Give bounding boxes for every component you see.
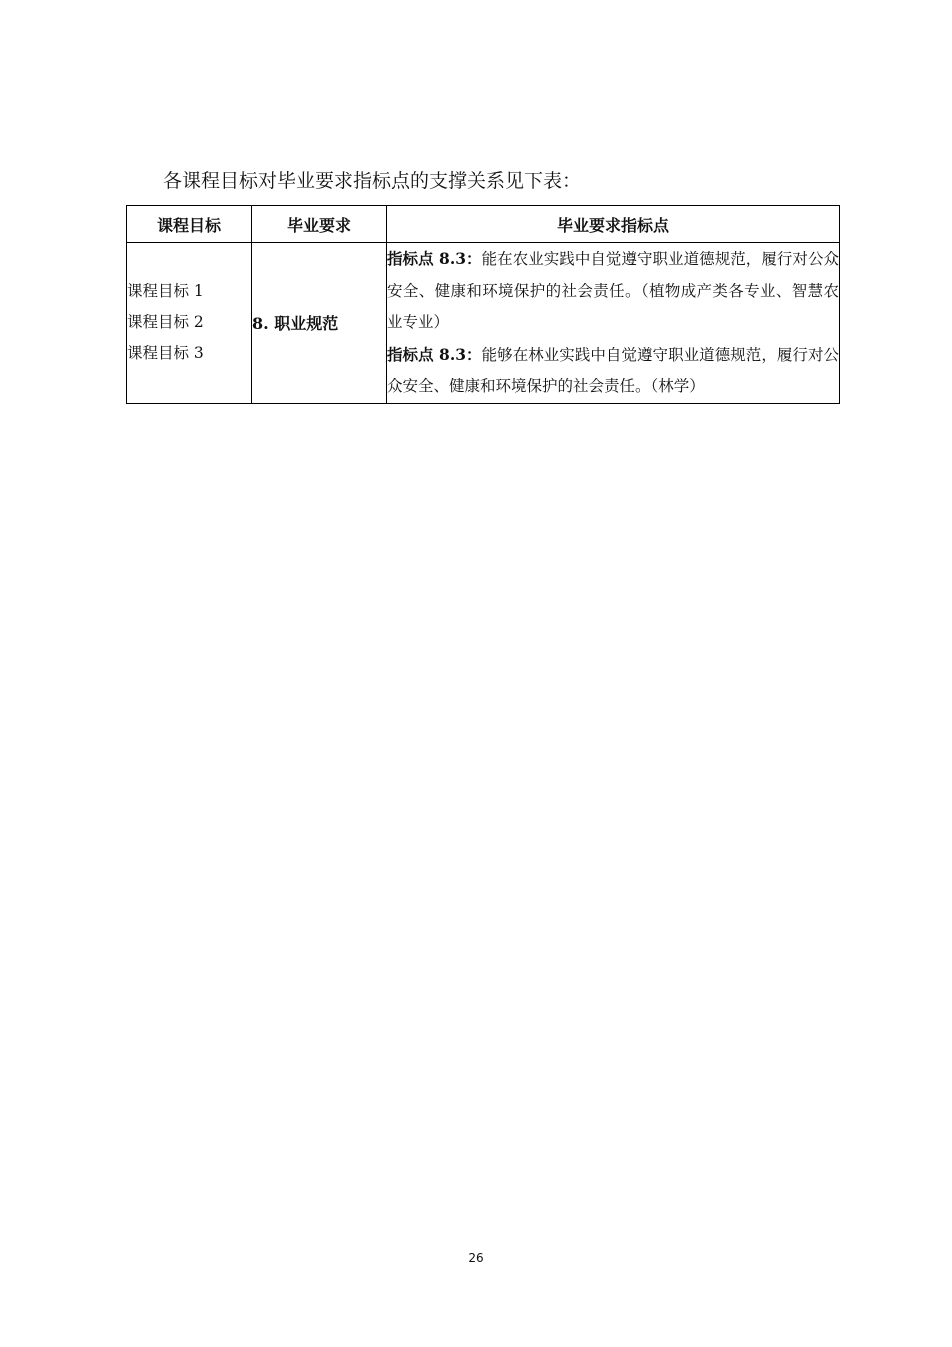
course-goals-cell: [127, 243, 252, 404]
course-goal-3: 课程目标 3: [127, 344, 204, 363]
indicator-points-cell: [387, 243, 840, 404]
table-row: [127, 243, 840, 404]
indicator-point-2: [387, 339, 839, 403]
indicator-point-1-label: 指标点 8.3：: [387, 249, 482, 268]
table-header-row: [127, 206, 840, 243]
course-goal-2: 课程目标 2: [127, 313, 204, 332]
requirement-cell: 8. 职业规范: [252, 243, 387, 404]
header-indicator-point: 毕业要求指标点: [387, 206, 840, 243]
support-table: [126, 205, 840, 404]
intro-text: 各课程目标对毕业要求指标点的支撑关系见下表：: [163, 170, 582, 192]
indicator-point-2-label: 指标点 8.3：: [387, 344, 482, 364]
indicator-point-2-text: 能够在林业实践中自觉遵守职业道德规范，履行对公众安全、健康和环境保护的社会责任。（林学）: [387, 345, 839, 395]
header-course-goal: 课程目标: [127, 206, 252, 243]
indicator-point-1: [387, 243, 839, 339]
page-number: 26: [468, 1251, 484, 1265]
indicator-point-1-text: 能在农业实践中自觉遵守职业道德规范，履行对公众安全、健康和环境保护的社会责任。（植物成产类各专业、智慧农业专业）: [387, 250, 839, 331]
header-graduation-requirement: 毕业要求: [252, 206, 387, 243]
course-goal-1: 课程目标 1: [127, 282, 204, 301]
